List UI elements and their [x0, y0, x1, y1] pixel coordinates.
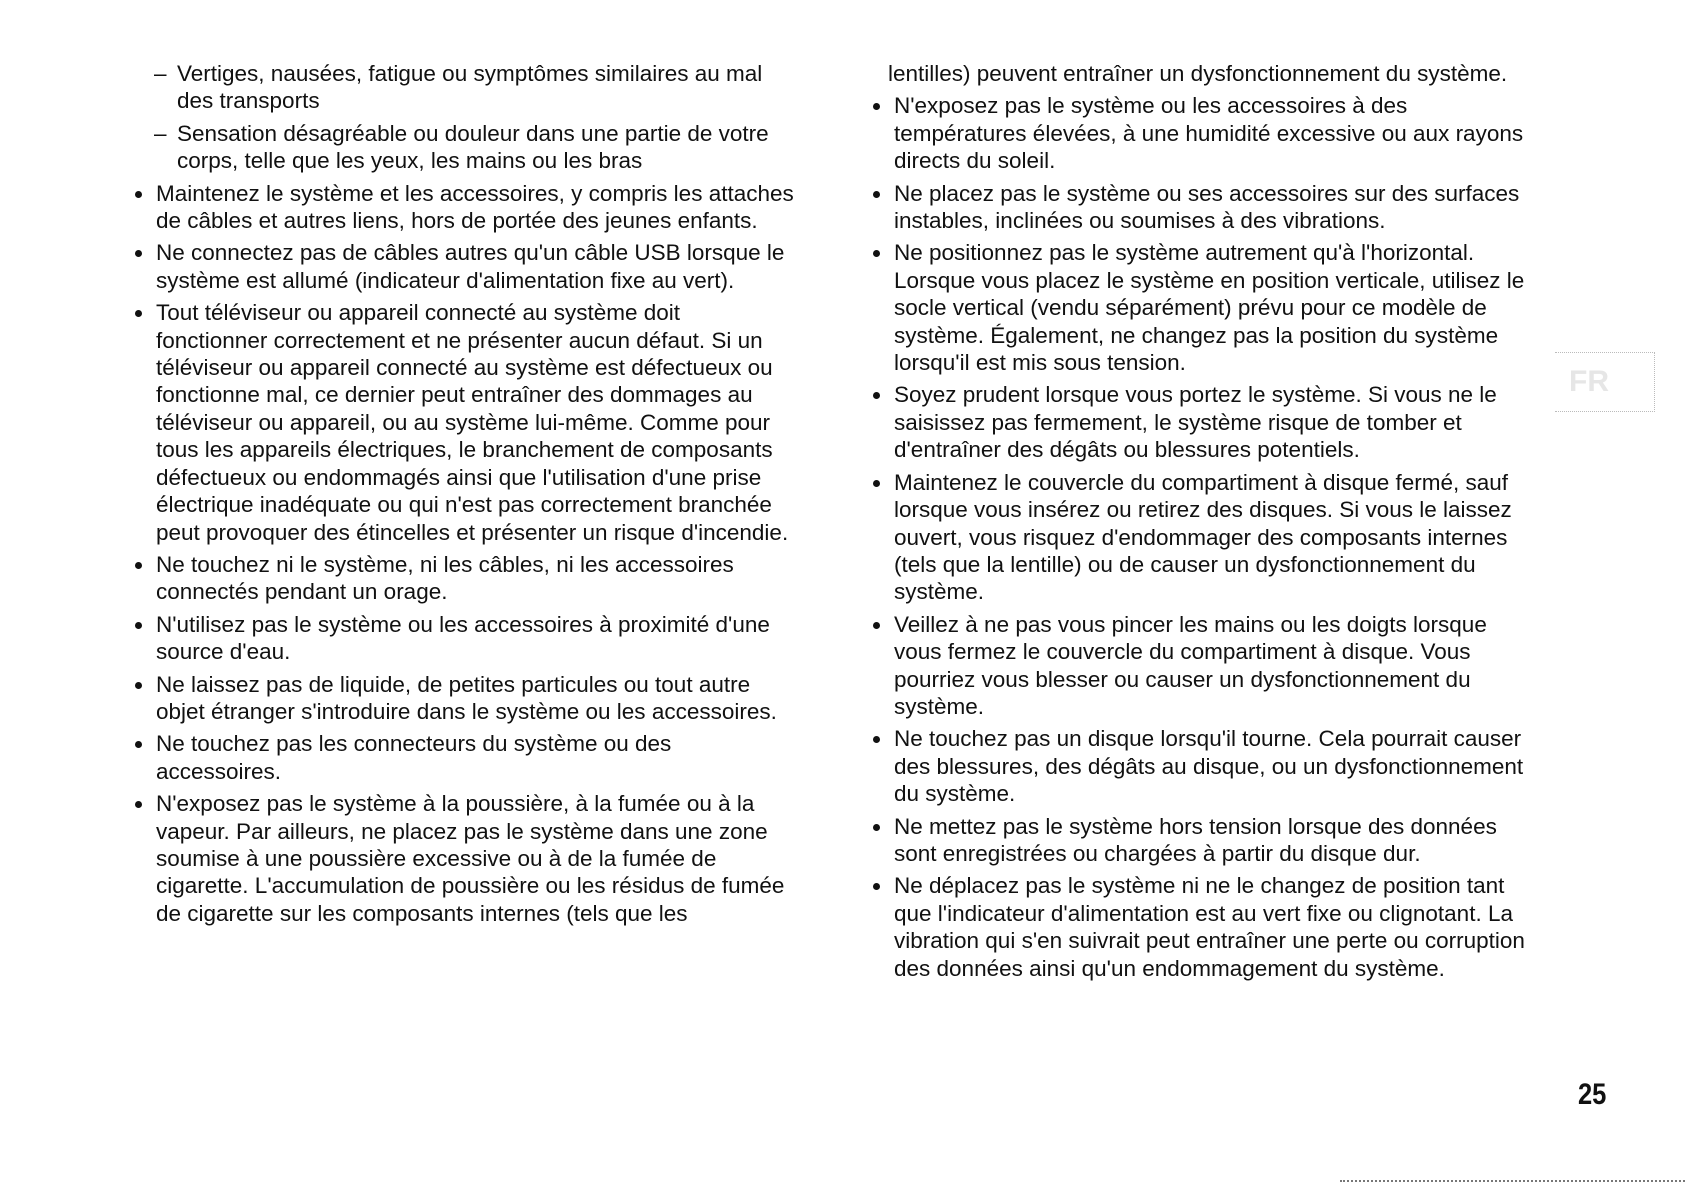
- bullet-icon: [873, 736, 880, 743]
- bullet-item: [868, 180, 1528, 235]
- sub-list-item-text: Vertiges, nausées, fatigue ou symptômes similaires au mal des transports: [177, 61, 763, 114]
- bullet-item-text: Ne placez pas le système ou ses accessoires sur des surfaces instables, inclinées ou soumises à des vibrations.: [894, 180, 1520, 234]
- bullet-item-text: N'exposez pas le système ou les accessoires à des températures élevées, à une humidité excessive ou aux rayons directs du soleil.: [894, 93, 1524, 174]
- page-number: 25: [1578, 1078, 1607, 1111]
- bullet-item-text: Tout téléviseur ou appareil connecté au système doit fonctionner correctement et ne présenter aucun défaut. Si un téléviseur ou appareil connecté au système est défectueux ou fonctionne mal, ce dernier peut entraîner des dommages au téléviseur ou appareil, ou au système lui-même. Comme pour tous les appareils électriques, le branchement de composants défectueux ou endommagés ainsi que l'utilisation d'une prise électrique inadéquate ou qui n'est pas correctement branchée peut provoquer des étincelles et présenter un risque d'incendie.: [156, 300, 789, 545]
- bullet-item: [130, 299, 795, 546]
- bullet-item-text: Maintenez le système et les accessoires, y compris les attaches de câbles et autres liens, hors de portée des jeunes enfants.: [156, 180, 794, 234]
- bullet-item-text: Ne positionnez pas le système autrement qu'à l'horizontal. Lorsque vous placez le système en position verticale, utilisez le socle vertical (vendu séparément) prévu pour ce modèle de système. Également, ne changez pas la position du système lorsqu'il est mis sous tension.: [894, 240, 1525, 376]
- bullet-item: [130, 730, 795, 785]
- bullet-item-text: Veillez à ne pas vous pincer les mains ou les doigts lorsque vous fermez le couvercle du compartiment à disque. Vous pourriez vous blesser ou causer un dysfonctionnement du système.: [894, 611, 1487, 719]
- bullet-icon: [135, 801, 142, 808]
- bullet-item: [130, 671, 795, 726]
- bullet-item: [130, 790, 795, 927]
- bullet-item-text: Ne laissez pas de liquide, de petites particules ou tout autre objet étranger s'introduire dans le système ou les accessoires.: [156, 671, 777, 724]
- bullet-item: [130, 551, 795, 606]
- bullet-item-text: Ne touchez ni le système, ni les câbles, ni les accessoires connectés pendant un orage.: [156, 551, 734, 605]
- bullet-icon: [135, 622, 142, 629]
- bullet-item-text: Ne mettez pas le système hors tension lorsque des données sont enregistrées ou chargées à partir du disque dur.: [894, 813, 1497, 866]
- bullet-item: [868, 381, 1528, 463]
- right-column: [868, 60, 1528, 987]
- continued-paragraph: lentilles) peuvent entraîner un dysfonctionnement du système.: [888, 61, 1508, 86]
- bullet-item-text: Ne touchez pas un disque lorsqu'il tourne. Cela pourrait causer des blessures, des dégâts au disque, ou un dysfonctionnement du système.: [894, 726, 1524, 807]
- bullet-icon: [135, 250, 142, 257]
- bullet-item: [130, 239, 795, 294]
- sub-list-item: [130, 60, 795, 115]
- bullet-item-text: Ne touchez pas les connecteurs du système ou des accessoires.: [156, 731, 672, 784]
- bullet-icon: [135, 682, 142, 689]
- bullet-item: [868, 611, 1528, 721]
- bullet-item: [868, 813, 1528, 868]
- bullet-item-text: N'utilisez pas le système ou les accessoires à proximité d'une source d'eau.: [156, 611, 770, 665]
- bullet-icon: [873, 824, 880, 831]
- bullet-icon: [873, 191, 880, 198]
- bullet-item: [868, 872, 1528, 982]
- dash-marker: –: [154, 120, 167, 146]
- bullet-item-text: Maintenez le couvercle du compartiment à disque fermé, sauf lorsque vous insérez ou retirez des disques. Si vous le laissez ouvert, vous risquez d'endommager des composants internes (tels que la lentille) ou de causer un dysfonctionnement du système.: [894, 469, 1512, 605]
- bullet-icon: [873, 392, 880, 399]
- bullet-item-text: Ne connectez pas de câbles autres qu'un câble USB lorsque le système est allumé (indicateur d'alimentation fixe au vert).: [156, 240, 785, 293]
- bullet-icon: [135, 562, 142, 569]
- bullet-icon: [873, 883, 880, 890]
- bullet-item: [868, 92, 1528, 174]
- bullet-item-text: Soyez prudent lorsque vous portez le système. Si vous ne le saisissez pas fermement, le système risque de tomber et d'entraîner des dégâts ou blessures potentiels.: [894, 382, 1497, 463]
- bullet-icon: [873, 103, 880, 110]
- bullet-icon: [135, 191, 142, 198]
- bullet-icon: [873, 622, 880, 629]
- bullet-item: [868, 239, 1528, 376]
- bullet-item-text: N'exposez pas le système à la poussière, à la fumée ou à la vapeur. Par ailleurs, ne placez pas le système dans une zone soumise à une poussière excessive ou à de la fumée de cigarette. L'accumulation de poussière ou les résidus de fumée de cigarette sur les composants internes (tels que les: [156, 791, 785, 926]
- dash-marker: –: [154, 61, 167, 86]
- bullet-icon: [135, 741, 142, 748]
- bullet-icon: [873, 250, 880, 257]
- language-tab: FR: [1555, 352, 1655, 412]
- bullet-icon: [873, 480, 880, 487]
- left-column: [130, 60, 795, 932]
- bullet-item: [868, 469, 1528, 606]
- sub-list-item: [130, 120, 795, 175]
- bullet-item-text: Ne déplacez pas le système ni ne le changez de position tant que l'indicateur d'alimentation est au vert fixe ou clignotant. La vibration qui s'en suivrait peut entraîner une perte ou corruption des données ainsi qu'un endommagement du système.: [894, 873, 1525, 981]
- sub-list-item-text: Sensation désagréable ou douleur dans une partie de votre corps, telle que les yeux, les mains ou les bras: [177, 120, 769, 174]
- bullet-item: [130, 611, 795, 666]
- bullet-item: [130, 180, 795, 235]
- bullet-icon: [135, 310, 142, 317]
- bottom-divider: [1340, 1180, 1685, 1182]
- bullet-item: [868, 725, 1528, 807]
